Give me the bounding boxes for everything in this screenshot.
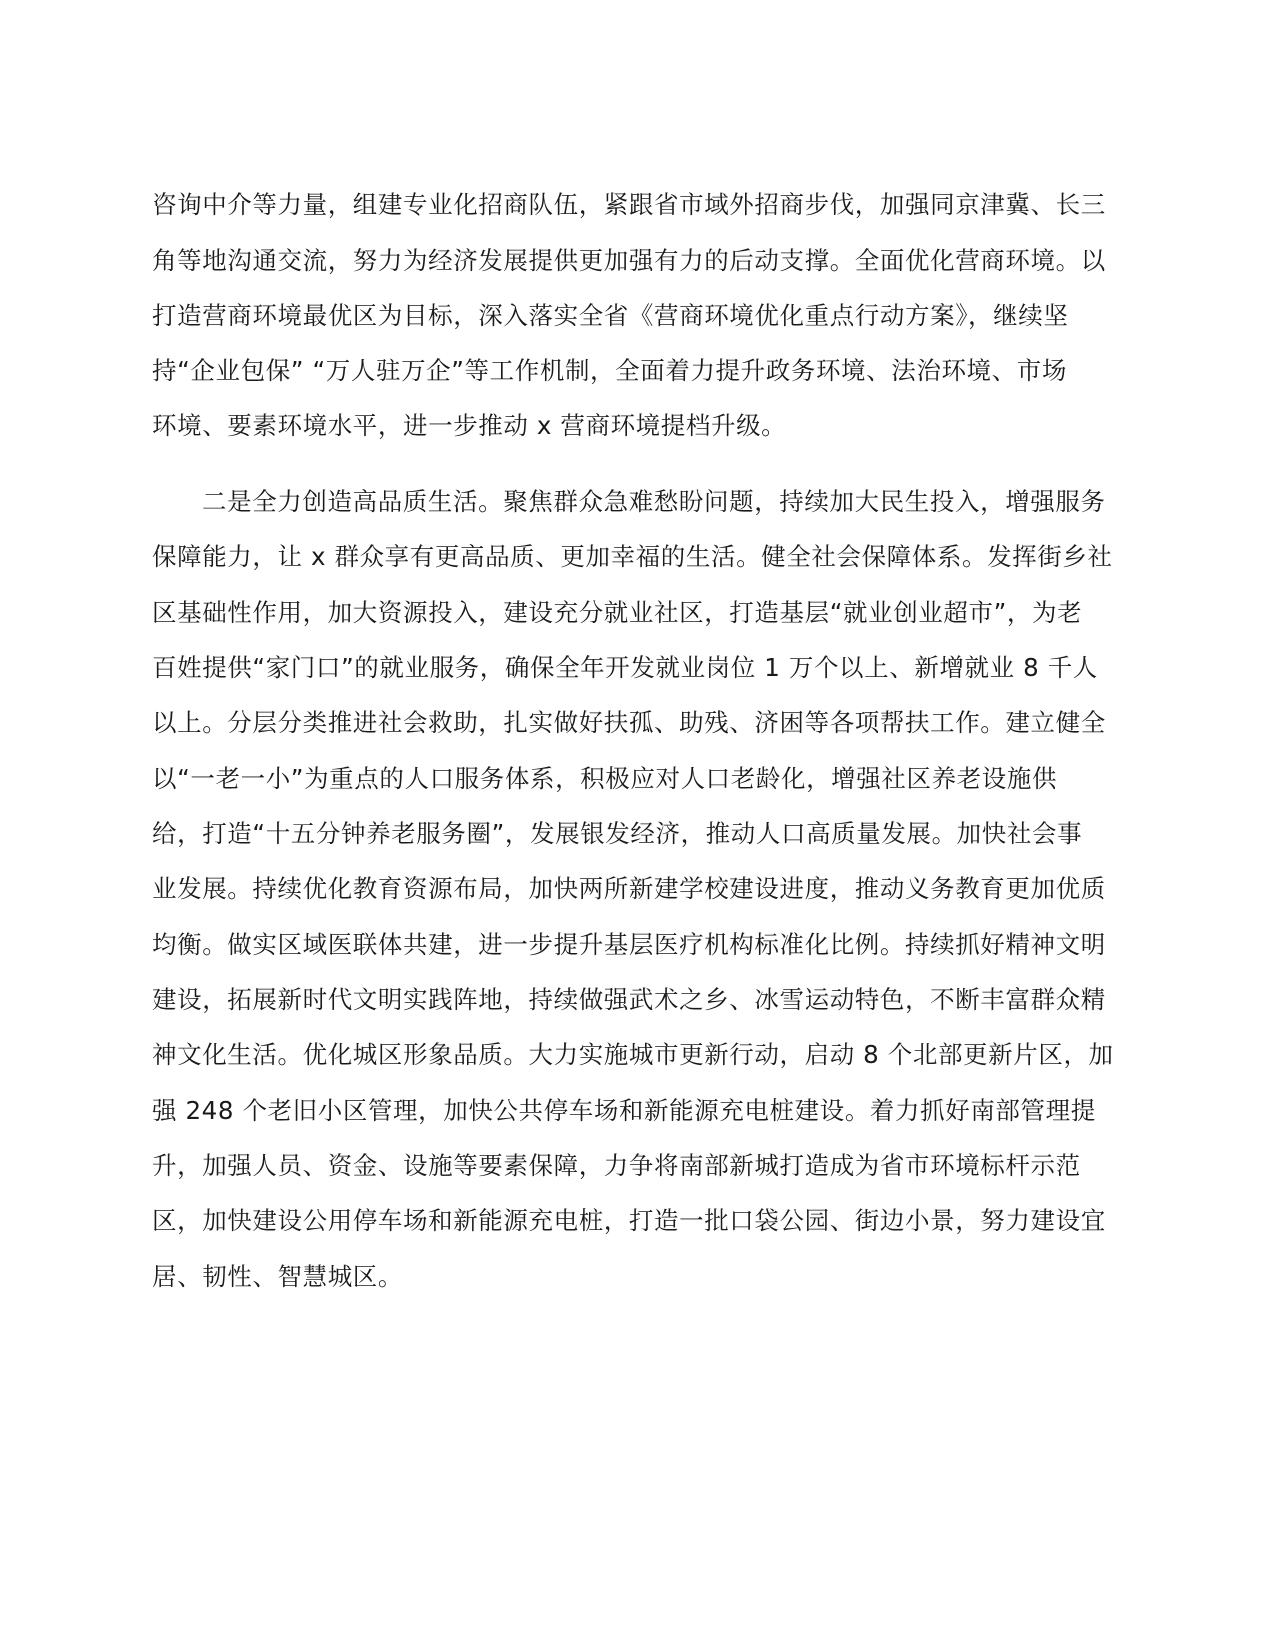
text-line: 咨询中介等力量，组建专业化招商队伍，紧跟省市域外招商步伐，加强同京津冀、长三 bbox=[152, 190, 1106, 219]
text-line: 以上。分层分类推进社会救助，扎实做好扶孤、助残、济困等各项帮扶工作。建立健全 bbox=[152, 708, 1106, 737]
text-line: 建设，拓展新时代文明实践阵地，持续做强武术之乡、冰雪运动特色，不断丰富群众精 bbox=[152, 985, 1106, 1014]
text-line: 角等地沟通交流，努力为经济发展提供更加强有力的后动支撑。全面优化营商环境。以 bbox=[152, 246, 1106, 275]
text-line: 神文化生活。优化城区形象品质。大力实施城市更新行动，启动 8 个北部更新片区，加 bbox=[152, 1040, 1114, 1069]
text-line: 强 248 个老旧小区管理，加快公共停车场和新能源充电桩建设。着力抓好南部管理提 bbox=[152, 1096, 1096, 1125]
text-line: 百姓提供“家门口”的就业服务，确保全年开发就业岗位 1 万个以上、新增就业 8 千人 bbox=[152, 653, 1098, 682]
text-line: 以“一老一小”为重点的人口服务体系，积极应对人口老龄化，增强社区养老设施供 bbox=[152, 764, 1058, 793]
text-line: 均衡。做实区域医联体共建，进一步提升基层医疗机构标准化比例。持续抓好精神文明 bbox=[152, 930, 1106, 959]
text-line: 业发展。持续优化教育资源布局，加快两所新建学校建设进度，推动义务教育更加优质 bbox=[152, 874, 1106, 903]
text-line: 环境、要素环境水平，进一步推动 x 营商环境提档升级。 bbox=[152, 411, 787, 440]
text-line: 打造营商环境最优区为目标，深入落实全省《营商环境优化重点行动方案》，继续坚 bbox=[152, 301, 1069, 330]
text-line: 二是全力创造高品质生活。聚焦群众急难愁盼问题，持续加大民生投入，增强服务 bbox=[202, 487, 1106, 516]
text-line: 居、韧性、智慧城区。 bbox=[152, 1262, 403, 1291]
text-line: 区基础性作用，加大资源投入，建设充分就业社区，打造基层“就业创业超市”，为老 bbox=[152, 598, 1083, 627]
text-line: 持“企业包保” “万人驻万企”等工作机制，全面着力提升政务环境、法治环境、市场 bbox=[152, 356, 1067, 385]
text-line: 升，加强人员、资金、设施等要素保障，力争将南部新城打造成为省市环境标杆示范 bbox=[152, 1151, 1081, 1180]
text-line: 保障能力，让 x 群众享有更高品质、更加幸福的生活。健全社会保障体系。发挥街乡社 bbox=[152, 542, 1113, 571]
text-line: 给，打造“十五分钟养老服务圈”，发展银发经济，推动人口高质量发展。加快社会事 bbox=[152, 819, 1083, 848]
text-line: 区，加快建设公用停车场和新能源充电桩，打造一批口袋公园、街边小景，努力建设宜 bbox=[152, 1206, 1106, 1235]
